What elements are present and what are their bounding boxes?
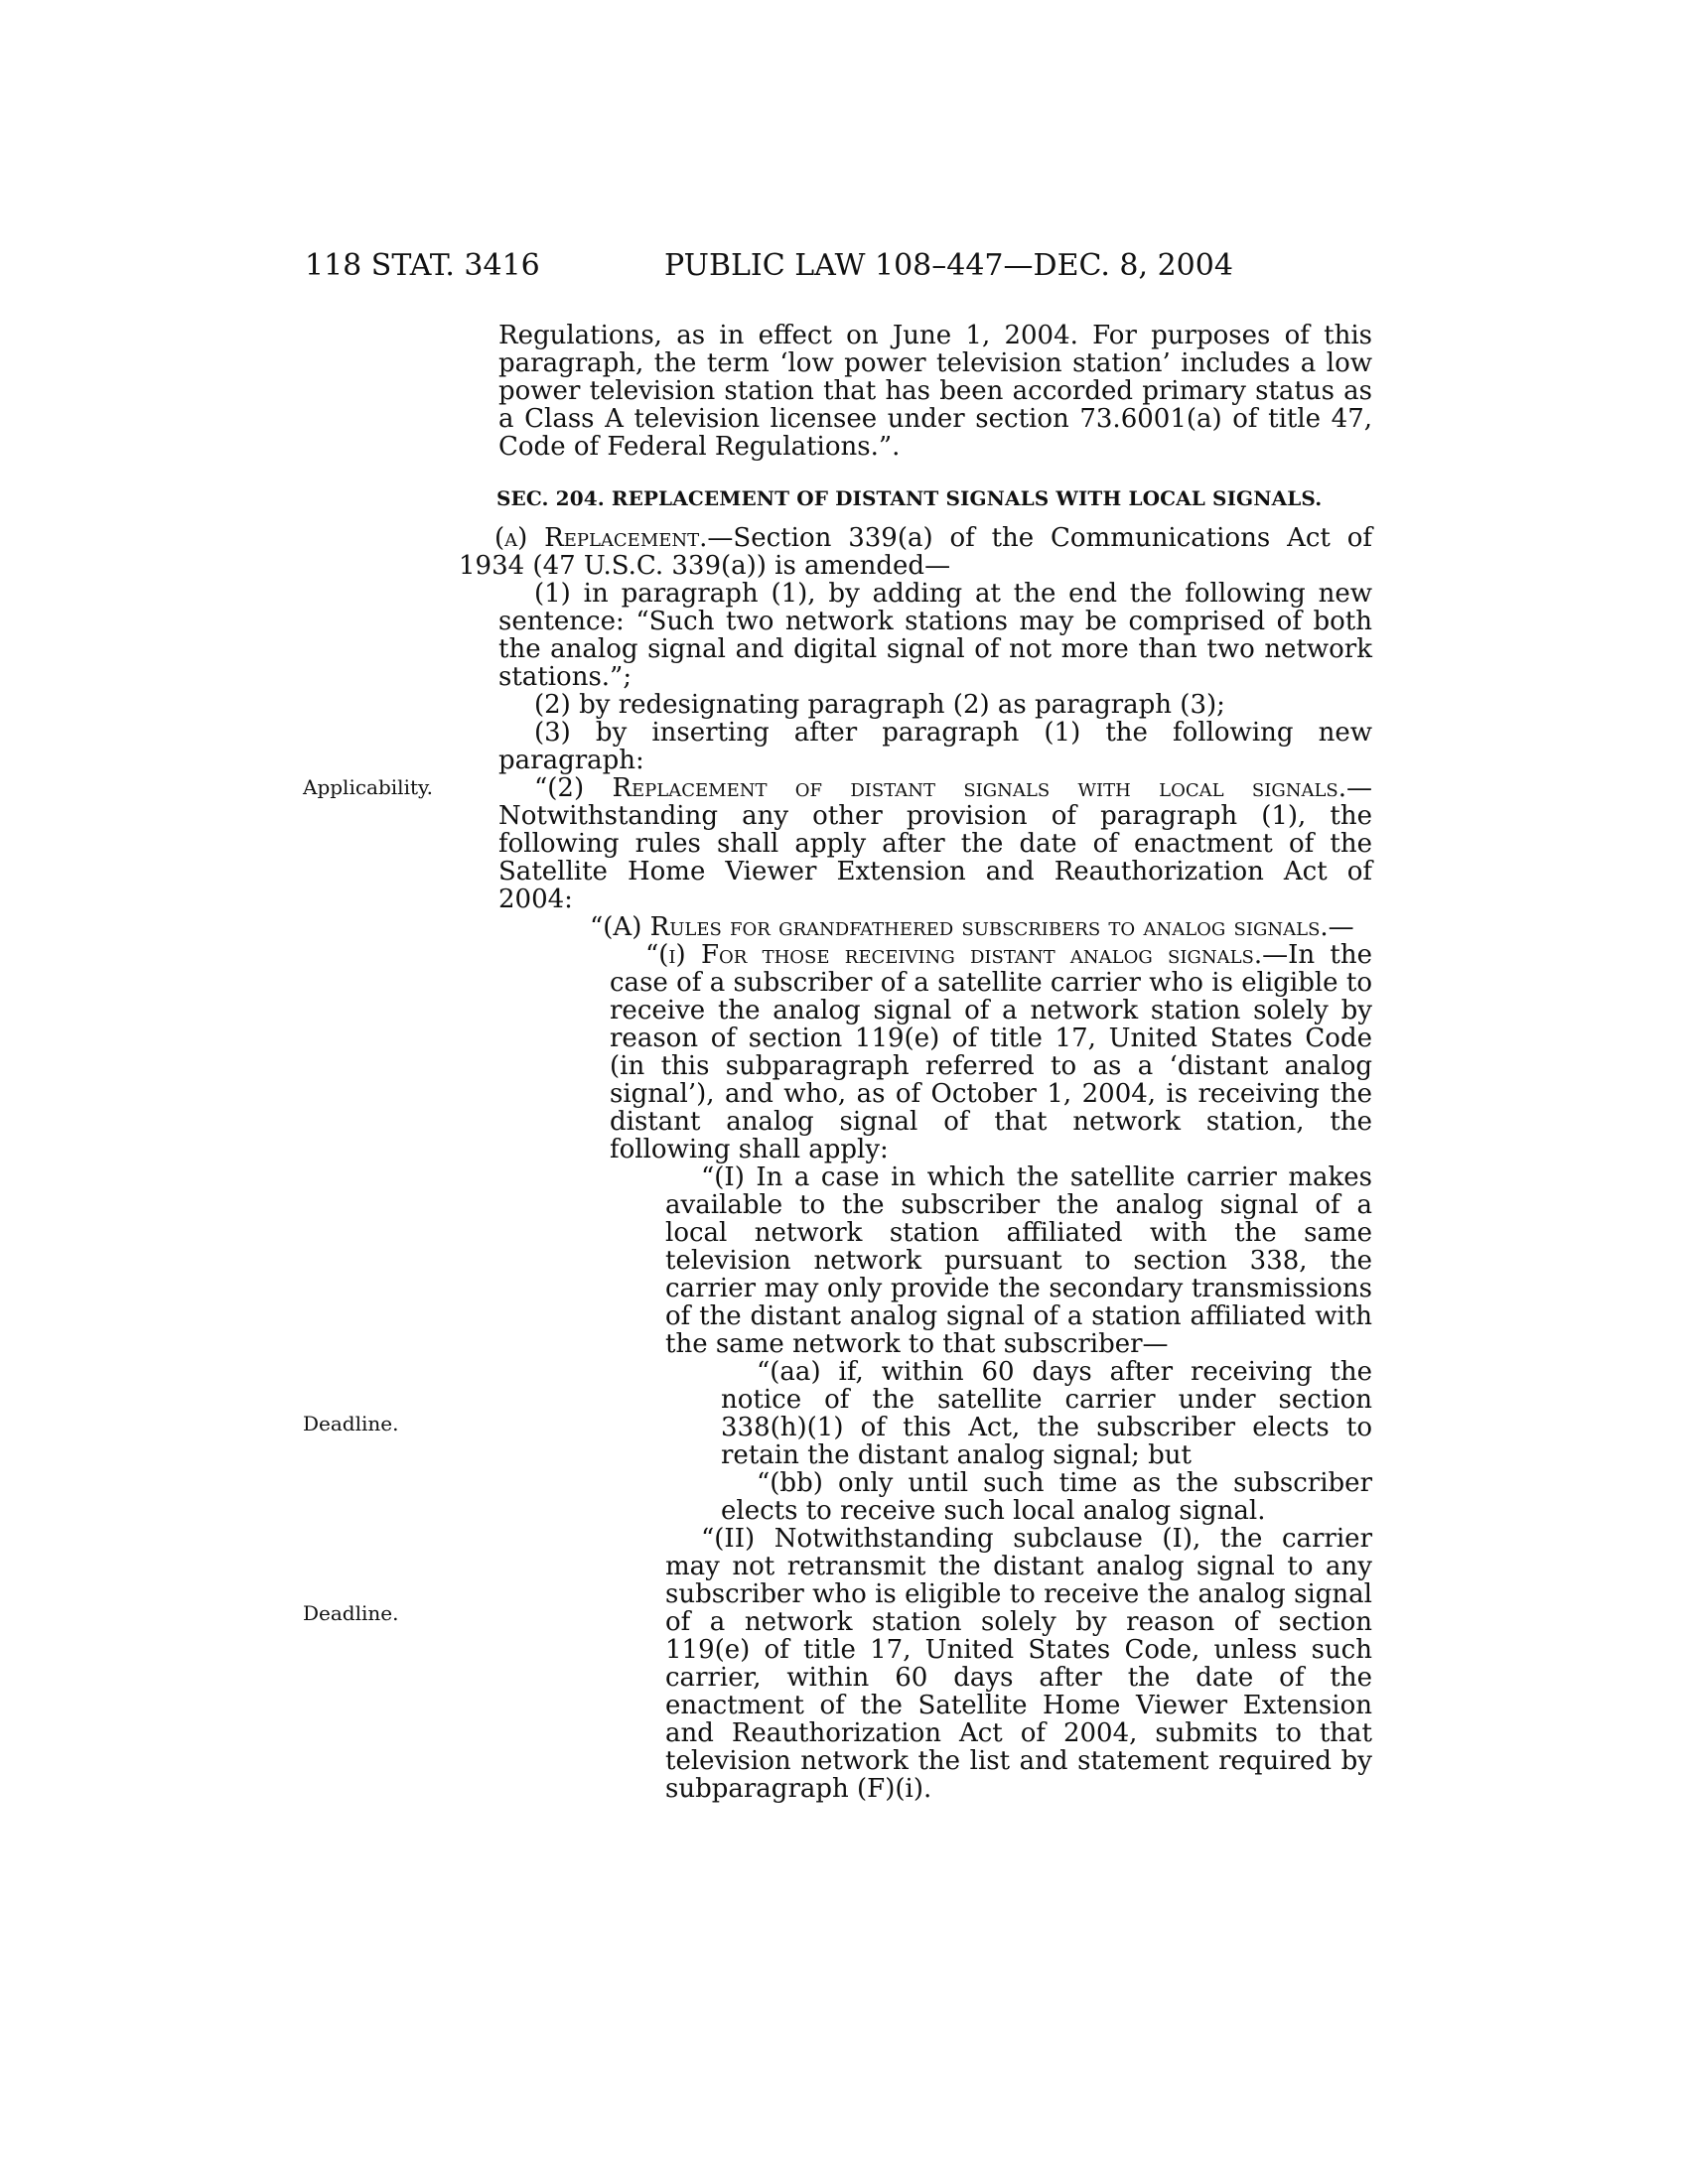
stat-citation: 118 STAT. 3416 bbox=[305, 248, 540, 283]
section-heading: SEC. 204. REPLACEMENT OF DISTANT SIGNALS WITH LOCAL SIGNALS. bbox=[496, 486, 1323, 510]
document-body bbox=[459, 321, 1372, 1804]
item-bb: “(bb) only until such time as the subscriber elects to receive such local analog signal. bbox=[721, 1468, 1372, 1526]
law-title: PUBLIC LAW 108–447—DEC. 8, 2004 bbox=[664, 248, 1233, 283]
paragraph-heading: “(2) Replacement of distant signals with local signals. bbox=[534, 773, 1346, 803]
margin-note-deadline: Deadline. bbox=[303, 1412, 399, 1435]
margin-note-applicability: Applicability. bbox=[303, 775, 433, 799]
paragraph-text: —Notwithstanding any other provision of paragraph (1), the following rules shall apply after the date of enactment of the Satellite Home Viewer Extension and Reauthorization Act of 2004: bbox=[498, 773, 1372, 914]
inserted-paragraph-2 bbox=[498, 774, 1372, 913]
paragraph-2: (2) by redesignating paragraph (2) as paragraph (3); bbox=[534, 690, 1225, 720]
paragraph-1: (1) in paragraph (1), by adding at the end the following new sentence: “Such two network stations may be comprised of both the analog signal and digital signal of not more than two network stations.”; bbox=[498, 579, 1372, 692]
subclause-I: “(I) In a case in which the satellite carrier makes available to the subscriber the analog signal of a local network station affiliated with the same television network pursuant to section 338, the carrier may only provide the secondary transmissions of the distant analog signal of a station affiliated with the same network to that subscriber— bbox=[665, 1162, 1372, 1359]
paragraph: Regulations, as in effect on June 1, 2004. For purposes of this paragraph, the term ‘low power television station’ includes a low power television station that has been accorded primary status as a Class A television licensee under section 73.6001(a) of title 47, Code of Federal Regulations.”. bbox=[498, 321, 1372, 462]
subsection-heading: (a) Replacement. bbox=[494, 523, 708, 553]
subclause-II: “(II) Notwithstanding subclause (I), the carrier may not retransmit the distant analog signal to any subscriber who is eligible to receive the analog signal of a network station solely by reason of section 119(e) of title 17, United States Code, unless such carrier, within 60 days after the date of the enactment of the Satellite Home Viewer Extension and Reauthorization Act of 2004, submits to that television network the list and statement required by subparagraph (F)(i). bbox=[665, 1524, 1372, 1804]
paragraph-3: (3) by inserting after paragraph (1) the following new paragraph: bbox=[498, 718, 1372, 775]
item-aa: “(aa) if, within 60 days after receiving the notice of the satellite carrier under section 338(h)(1) of this Act, the subscriber elects to retain the distant analog signal; but bbox=[721, 1357, 1372, 1470]
subparagraph-A: “(A) Rules for grandfathered subscribers to analog signals.— bbox=[590, 912, 1354, 942]
clause-heading: “(i) For those receiving distant analog signals. bbox=[645, 940, 1263, 970]
subsection-text: —Section 339(a) of the Communications Act of 1934 (47 U.S.C. 339(a)) is amended— bbox=[459, 523, 1372, 581]
clause-i bbox=[610, 941, 1372, 1163]
clause-text: —In the case of a subscriber of a satellite carrier who is eligible to receive the analog signal of a network station solely by reason of section 119(e) of title 17, United States Code (in this subparagraph referred to as a ‘distant analog signal’), and who, as of October 1, 2004, is receiving the distant analog signal of that network station, the following shall apply: bbox=[610, 940, 1372, 1164]
margin-note-deadline: Deadline. bbox=[303, 1601, 399, 1625]
subsection-a bbox=[459, 524, 1372, 580]
